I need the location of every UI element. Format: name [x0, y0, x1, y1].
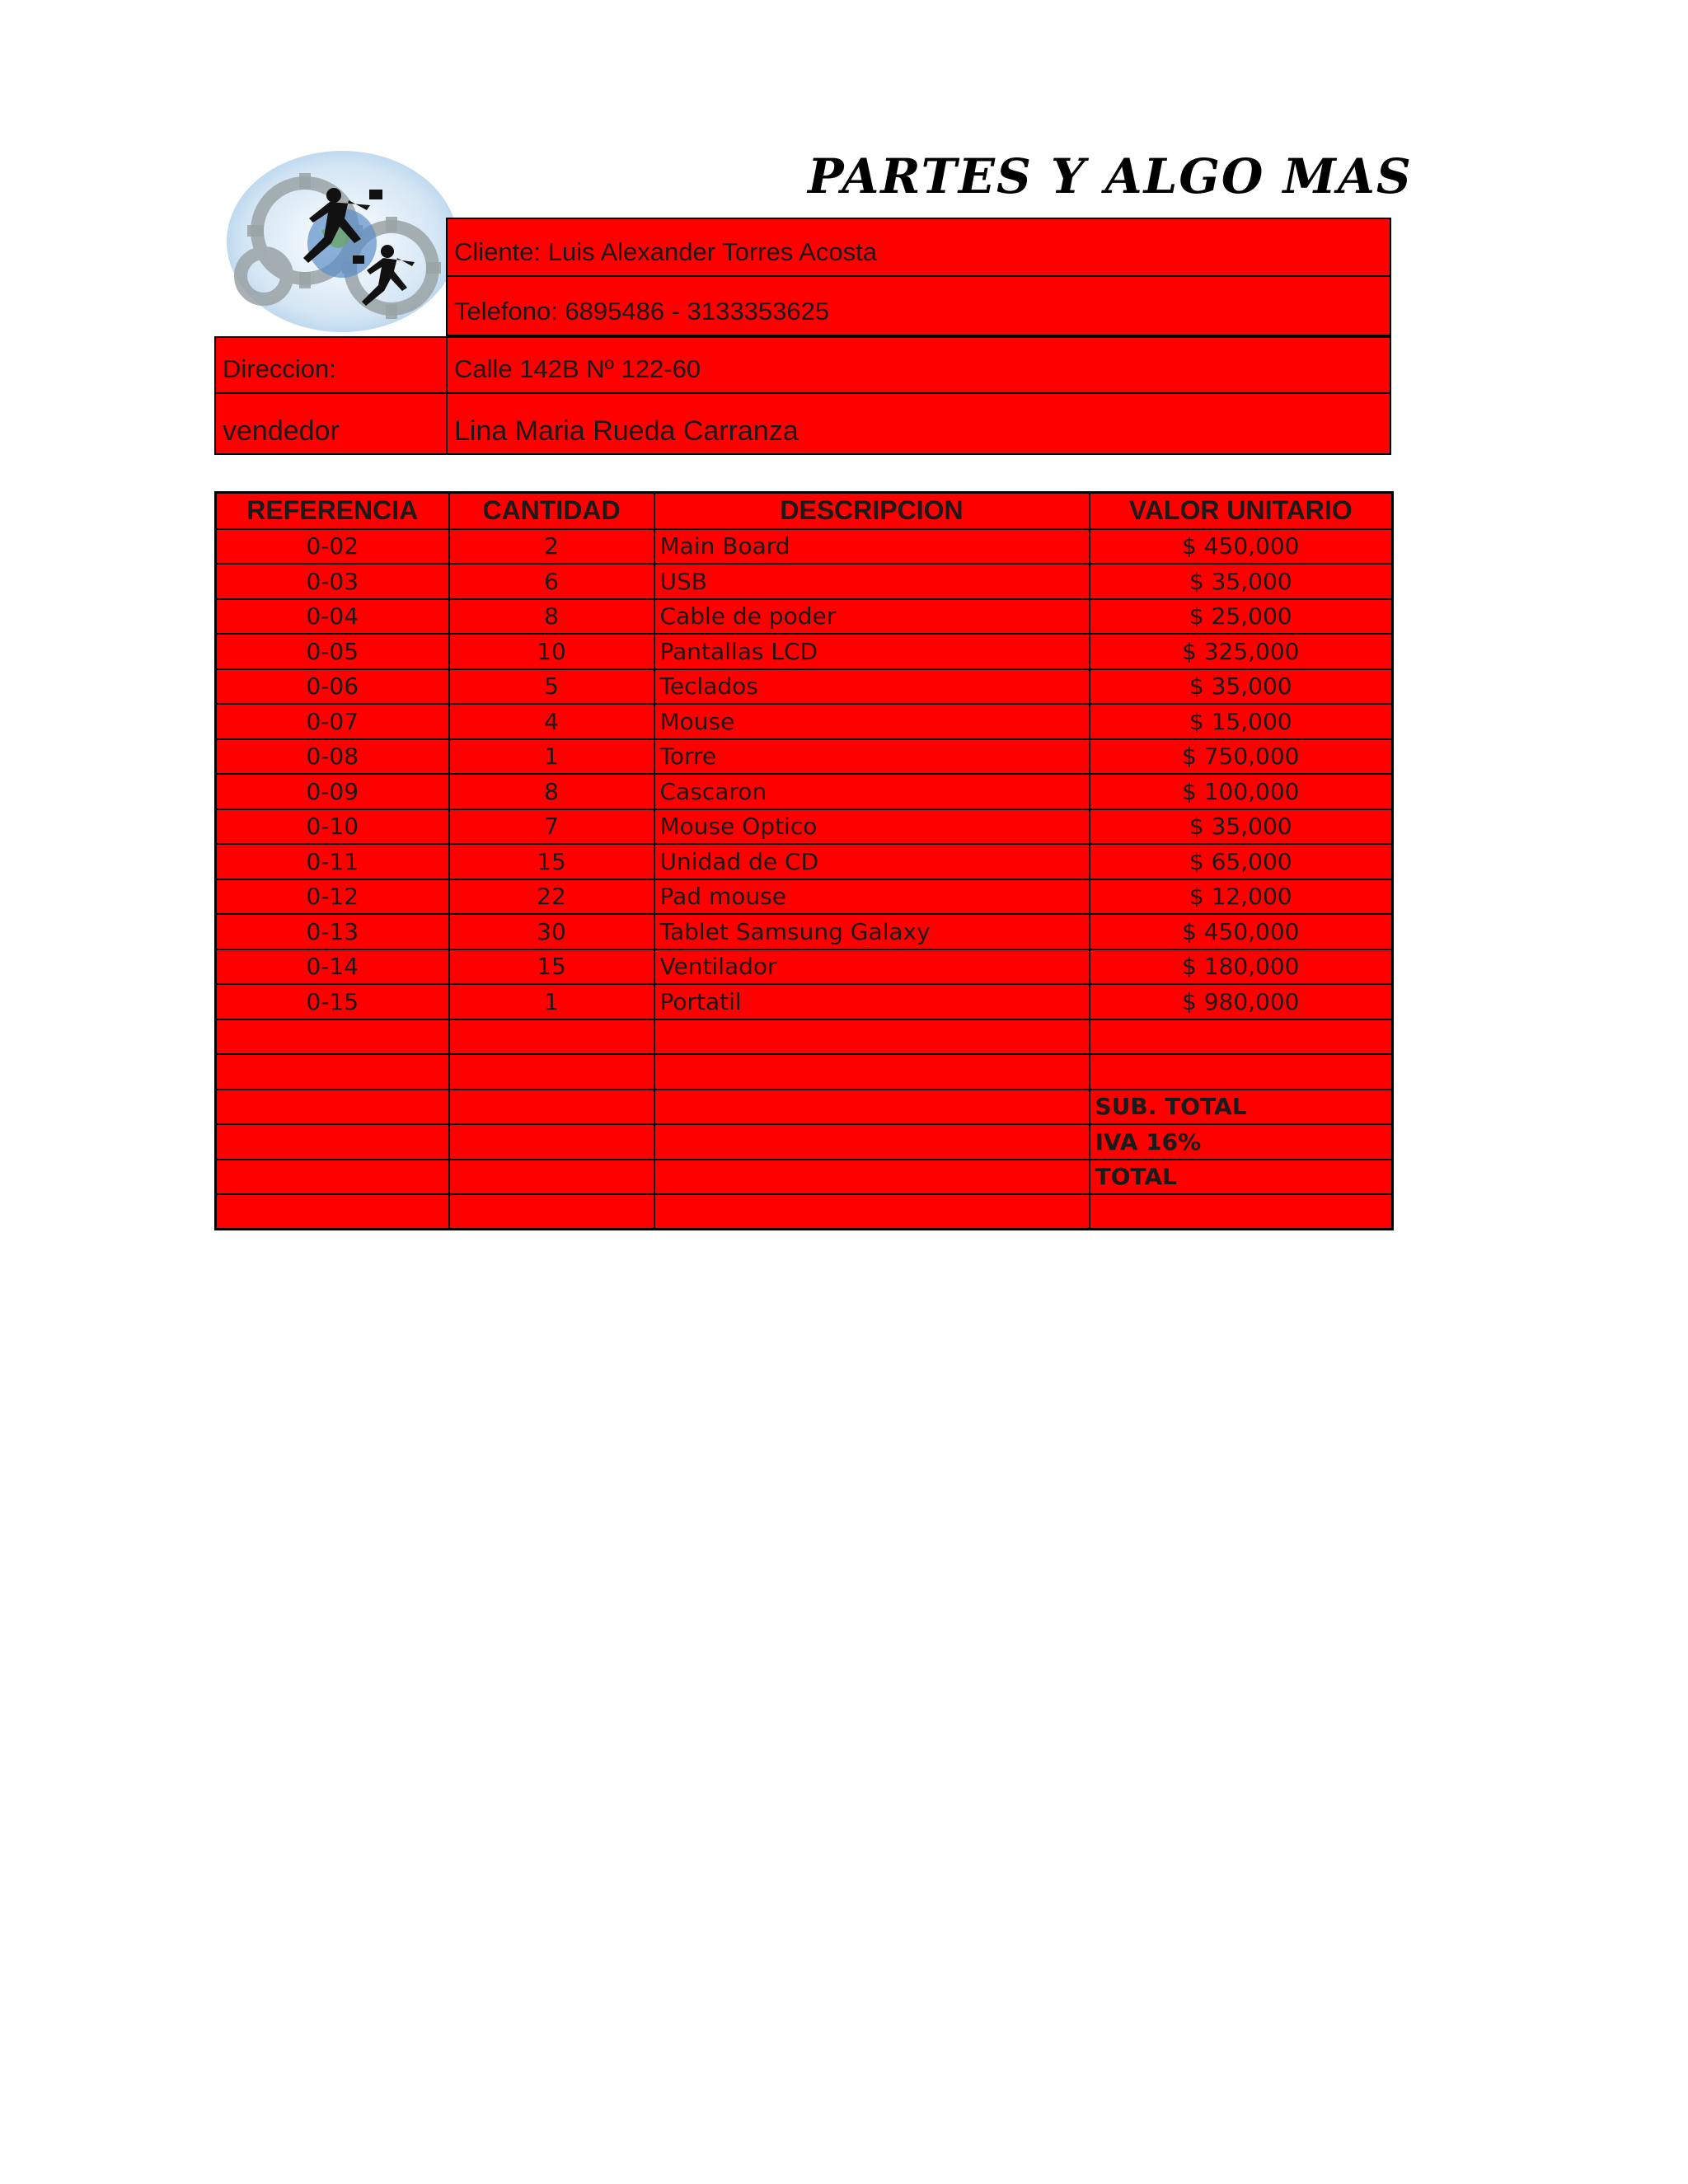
- table-row: [216, 879, 1393, 915]
- price-cell: $ 35,000: [1090, 669, 1393, 705]
- seller-label: vendedor: [214, 394, 446, 455]
- table-row: [216, 704, 1393, 739]
- qty-cell: 4: [449, 704, 654, 739]
- table-row: [216, 914, 1393, 949]
- desc-cell: Pad mouse: [654, 879, 1090, 915]
- ref-cell: 0-15: [216, 984, 449, 1019]
- qty-cell: 2: [449, 529, 654, 565]
- qty-cell: 15: [449, 844, 654, 879]
- column-header-valor-unitario: VALOR UNITARIO: [1090, 493, 1393, 529]
- total-label: TOTAL: [1090, 1160, 1393, 1195]
- ref-cell: 0-10: [216, 809, 449, 845]
- price-cell: $ 450,000: [1090, 914, 1393, 949]
- ref-cell: 0-09: [216, 774, 449, 809]
- price-cell: $ 65,000: [1090, 844, 1393, 879]
- price-cell: $ 35,000: [1090, 809, 1393, 845]
- ref-cell: 0-08: [216, 739, 449, 775]
- column-header-cantidad: CANTIDAD: [449, 493, 654, 529]
- desc-cell: Teclados: [654, 669, 1090, 705]
- seller-value: Lina Maria Rueda Carranza: [446, 394, 1391, 455]
- ref-cell: 0-02: [216, 529, 449, 565]
- table-header-row: [216, 493, 1393, 529]
- price-cell: $ 450,000: [1090, 529, 1393, 565]
- qty-cell: 5: [449, 669, 654, 705]
- price-cell: $ 750,000: [1090, 739, 1393, 775]
- qty-cell: 6: [449, 564, 654, 599]
- desc-cell: Main Board: [654, 529, 1090, 565]
- address-label: Direccion:: [214, 336, 446, 394]
- qty-cell: 1: [449, 984, 654, 1019]
- client-name-cell: Cliente: Luis Alexander Torres Acosta: [446, 218, 1391, 277]
- price-cell: $ 15,000: [1090, 704, 1393, 739]
- phone-cell: Telefono: 6895486 - 3133353625: [446, 277, 1391, 336]
- table-row: [216, 564, 1393, 599]
- table-row: [216, 599, 1393, 635]
- qty-cell: 10: [449, 634, 654, 669]
- ref-cell: 0-06: [216, 669, 449, 705]
- ref-cell: 0-13: [216, 914, 449, 949]
- qty-cell: 8: [449, 774, 654, 809]
- ref-cell: 0-14: [216, 949, 449, 985]
- table-row: [216, 634, 1393, 669]
- items-table: [214, 491, 1394, 1230]
- ref-cell: 0-04: [216, 599, 449, 635]
- column-header-referencia: REFERENCIA: [216, 493, 449, 529]
- desc-cell: USB: [654, 564, 1090, 599]
- empty-row: [216, 1019, 1393, 1055]
- ref-cell: 0-07: [216, 704, 449, 739]
- qty-cell: 15: [449, 949, 654, 985]
- qty-cell: 1: [449, 739, 654, 775]
- table-row: [216, 774, 1393, 809]
- subtotal-label: SUB. TOTAL: [1090, 1090, 1393, 1125]
- table-row: [216, 949, 1393, 985]
- qty-cell: 7: [449, 809, 654, 845]
- desc-cell: Torre: [654, 739, 1090, 775]
- ref-cell: 0-03: [216, 564, 449, 599]
- table-row: [216, 844, 1393, 879]
- column-header-descripcion: DESCRIPCION: [654, 493, 1090, 529]
- total-row: [216, 1160, 1393, 1195]
- desc-cell: Cable de poder: [654, 599, 1090, 635]
- desc-cell: Pantallas LCD: [654, 634, 1090, 669]
- empty-row: [216, 1054, 1393, 1090]
- address-value: Calle 142B Nº 122-60: [446, 336, 1391, 394]
- desc-cell: Mouse: [654, 704, 1090, 739]
- desc-cell: Mouse Optico: [654, 809, 1090, 845]
- table-row: [216, 984, 1393, 1019]
- table-row: [216, 529, 1393, 565]
- price-cell: $ 980,000: [1090, 984, 1393, 1019]
- qty-cell: 30: [449, 914, 654, 949]
- qty-cell: 22: [449, 879, 654, 915]
- ref-cell: 0-12: [216, 879, 449, 915]
- empty-row: [216, 1194, 1393, 1230]
- business-gears-runners-icon: [218, 144, 466, 346]
- iva-row: [216, 1124, 1393, 1160]
- price-cell: $ 325,000: [1090, 634, 1393, 669]
- price-cell: $ 180,000: [1090, 949, 1393, 985]
- price-cell: $ 12,000: [1090, 879, 1393, 915]
- table-row: [216, 669, 1393, 705]
- iva-label: IVA 16%: [1090, 1124, 1393, 1160]
- subtotal-row: [216, 1090, 1393, 1125]
- desc-cell: Cascaron: [654, 774, 1090, 809]
- price-cell: $ 35,000: [1090, 564, 1393, 599]
- desc-cell: Unidad de CD: [654, 844, 1090, 879]
- price-cell: $ 25,000: [1090, 599, 1393, 635]
- table-row: [216, 739, 1393, 775]
- company-title: PARTES Y ALGO MAS: [808, 148, 1413, 204]
- desc-cell: Tablet Samsung Galaxy: [654, 914, 1090, 949]
- table-row: [216, 809, 1393, 845]
- desc-cell: Portatil: [654, 984, 1090, 1019]
- desc-cell: Ventilador: [654, 949, 1090, 985]
- ref-cell: 0-11: [216, 844, 449, 879]
- price-cell: $ 100,000: [1090, 774, 1393, 809]
- qty-cell: 8: [449, 599, 654, 635]
- ref-cell: 0-05: [216, 634, 449, 669]
